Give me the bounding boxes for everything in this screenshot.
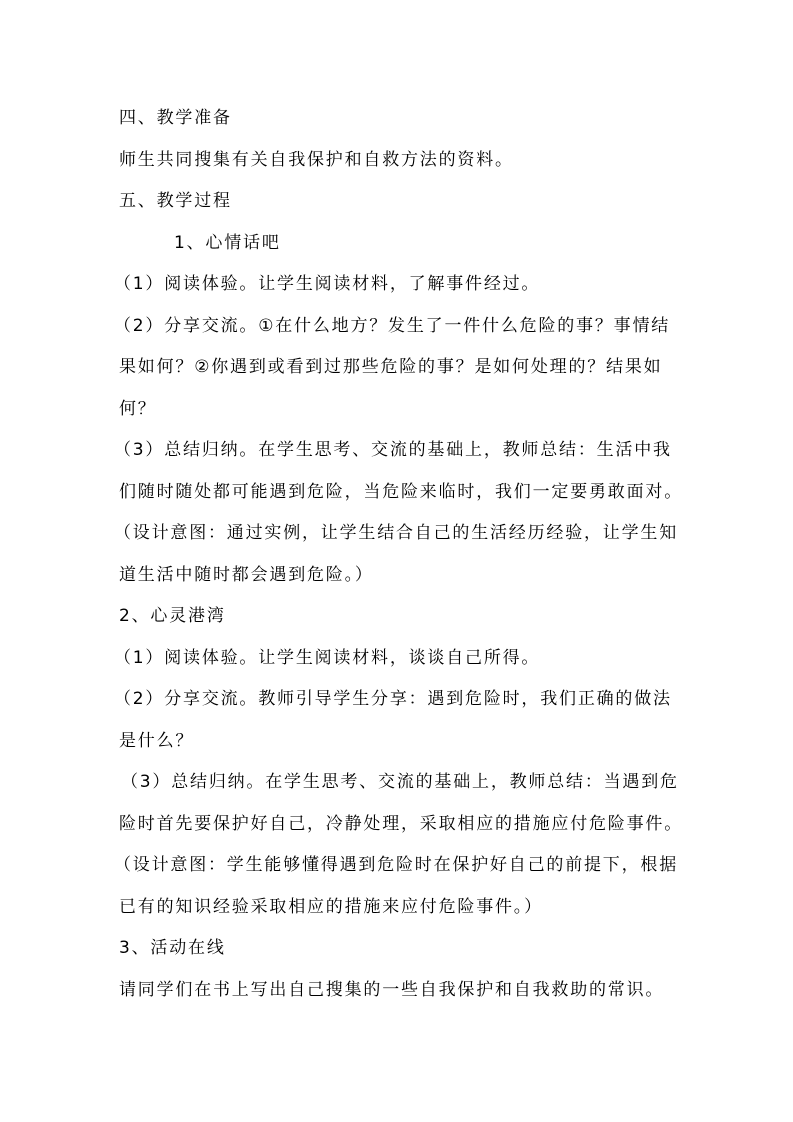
paragraph-line: 果如何？②你遇到或看到过那些危险的事？是如何处理的？结果如	[119, 357, 663, 377]
subheading-activity-online: 3、活动在线	[119, 938, 226, 958]
paragraph-line: （3）总结归纳。在学生思考、交流的基础上，教师总结：当遇到危	[121, 772, 679, 792]
paragraph-line: （1）阅读体验。让学生阅读材料，了解事件经过。	[114, 274, 541, 294]
paragraph-line: 险时首先要保护好自己，冷静处理，采取相应的措施应付危险事件。	[119, 814, 683, 834]
paragraph-line: 请同学们在书上写出自己搜集的一些自我保护和自我救助的常识。	[119, 980, 665, 1000]
paragraph-line: （设计意图：通过实例，让学生结合自己的生活经历经验，让学生知	[114, 523, 678, 543]
paragraph-line: 们随时随处都可能遇到危险，当危险来临时，我们一定要勇敢面对。	[119, 482, 683, 502]
subheading-mood-talk: 1、心情话吧	[174, 233, 281, 253]
section-heading-preparation: 四、教学准备	[119, 108, 232, 128]
subheading-heart-harbor: 2、心灵港湾	[119, 606, 226, 626]
paragraph-line: （3）总结归纳。在学生思考、交流的基础上，教师总结：生活中我	[114, 440, 672, 460]
paragraph-line: 何？	[119, 399, 157, 419]
paragraph-line: （设计意图：学生能够懂得遇到危险时在保护好自己的前提下，根据	[114, 855, 678, 875]
paragraph-line: 道生活中随时都会遇到危险。）	[119, 565, 374, 585]
paragraph-line: 已有的知识经验采取相应的措施来应付危险事件。）	[119, 897, 543, 917]
paragraph-line: （2）分享交流。①在什么地方？发生了一件什么危险的事？事情结	[114, 316, 671, 336]
paragraph-line: （2）分享交流。教师引导学生分享：遇到危险时，我们正确的做法	[114, 689, 672, 709]
paragraph-line: （1）阅读体验。让学生阅读材料，谈谈自己所得。	[114, 648, 541, 668]
paragraph-line: 师生共同搜集有关自我保护和自救方法的资料。	[119, 150, 514, 170]
section-heading-process: 五、教学过程	[119, 191, 232, 211]
paragraph-line: 是什么？	[119, 731, 195, 751]
